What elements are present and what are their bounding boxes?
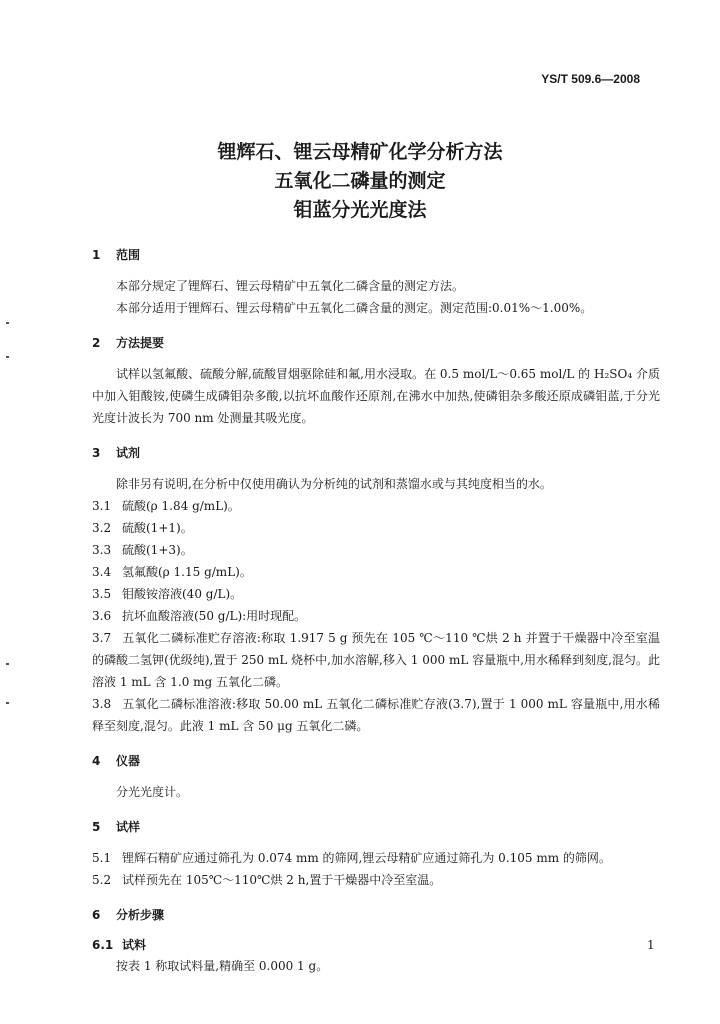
subsection-heading-test-portion: 6.1 试料	[92, 938, 147, 952]
paragraph: 分光光度计。	[116, 785, 189, 799]
title-line-1: 锂辉石、锂云母精矿化学分析方法	[217, 141, 503, 163]
section-heading-scope: 1 范围	[92, 248, 141, 262]
list-item: 3.5 钼酸铵溶液(40 g/L)。	[92, 587, 243, 601]
page-number: 1	[647, 938, 655, 952]
paragraph: 本部分规定了锂辉石、锂云母精矿中五氧化二磷含量的测定方法。	[116, 279, 465, 293]
list-item: 3.7 五氧化二磷标准贮存溶液:称取 1.917 5 g 预先在 105 ℃～110 ℃烘 2 h 并置于干燥器中冷至室温的磷酸二氢钾(优级纯),置于 250 mL 烧杯中,加水溶解,移入 1 000 mL 容量瓶中,用水稀释到刻度,混匀。此溶液 1 mL 含 1.0 mg 五氧化二磷。	[92, 631, 660, 689]
list-item: 5.1 锂辉石精矿应通过筛孔为 0.074 mm 的筛网,锂云母精矿应通过筛孔为 0.105 mm 的筛网。	[92, 851, 611, 865]
scan-mark	[6, 702, 9, 704]
document-title	[0, 138, 720, 225]
paragraph: 按表 1 称取试料量,精确至 0.000 1 g。	[116, 959, 329, 973]
section-heading-sample: 5 试样	[92, 820, 141, 834]
section-heading-method-summary: 2 方法提要	[92, 336, 165, 350]
section-heading-reagents: 3 试剂	[92, 446, 141, 460]
document-body	[92, 245, 660, 977]
title-line-2: 五氧化二磷量的测定	[274, 170, 446, 192]
title-line-3: 钼蓝分光光度法	[293, 199, 427, 221]
list-item: 3.4 氢氟酸(ρ 1.15 g/mL)。	[92, 565, 252, 579]
list-item: 3.1 硫酸(ρ 1.84 g/mL)。	[92, 499, 240, 513]
section-heading-apparatus: 4 仪器	[92, 754, 141, 768]
list-item: 3.8 五氧化二磷标准溶液:移取 50.00 mL 五氧化二磷标准贮存液(3.7),置于 1 000 mL 容量瓶中,用水稀释至刻度,混匀。此液 1 mL 含 50 μg 五氧化二磷。	[92, 697, 660, 733]
paragraph: 试样以氢氟酸、硫酸分解,硫酸冒烟驱除硅和氟,用水浸取。在 0.5 mol/L～0.65 mol/L 的 H₂SO₄ 介质中加入钼酸铵,使磷生成磷钼杂多酸,以抗坏血酸作还原剂,在沸水中加热,使磷钼杂多酸还原成磷钼蓝,于分光光度计波长为 700 nm 处测量其吸光度。	[92, 367, 660, 425]
standard-number: YS/T 509.6—2008	[541, 72, 640, 86]
list-item: 3.6 抗坏血酸溶液(50 g/L):用时现配。	[92, 609, 307, 623]
scan-mark	[6, 663, 9, 665]
paragraph: 除非另有说明,在分析中仅使用确认为分析纯的试剂和蒸馏水或与其纯度相当的水。	[116, 477, 552, 491]
list-item: 3.3 硫酸(1+3)。	[92, 543, 193, 557]
paragraph: 本部分适用于锂辉石、锂云母精矿中五氧化二磷含量的测定。测定范围:0.01%～1.00%。	[116, 301, 593, 315]
section-heading-analysis-procedure: 6 分析步骤	[92, 908, 165, 922]
scan-mark	[6, 322, 9, 324]
list-item: 3.2 硫酸(1+1)。	[92, 521, 193, 535]
list-item: 5.2 试样预先在 105℃～110℃烘 2 h,置于干燥器中冷至室温。	[92, 873, 442, 887]
scan-mark	[6, 356, 9, 358]
